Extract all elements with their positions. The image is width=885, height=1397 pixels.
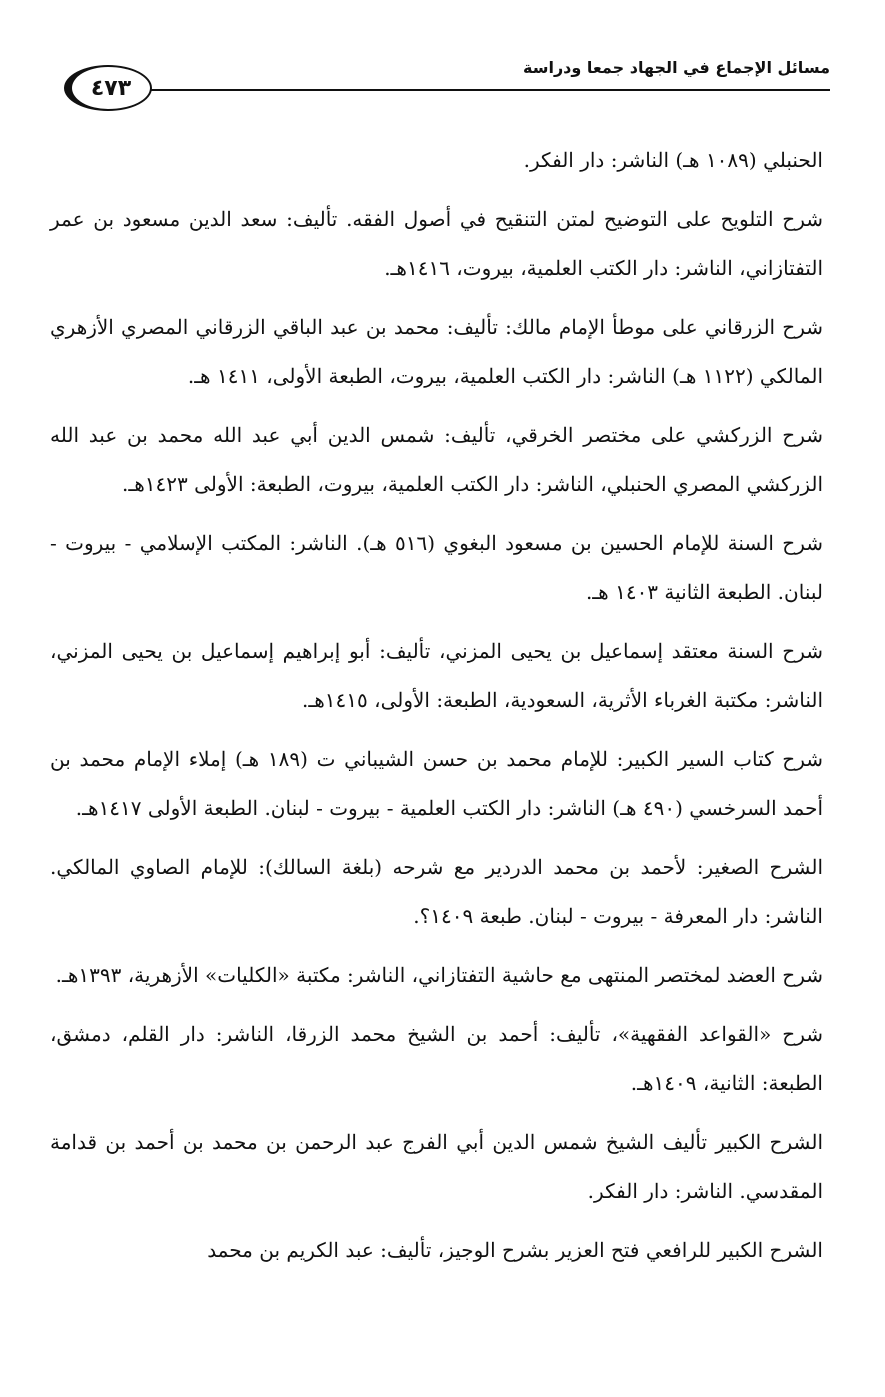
- bibliography-list: [50, 136, 823, 1285]
- bibliography-entry: شرح التلويح على التوضيح لمتن التنقيح في أصول الفقه. تأليف: سعد الدين مسعود بن عمر التفتازاني، الناشر: دار الكتب العلمية، بيروت، ١٤١٦هـ.: [50, 207, 823, 280]
- bibliography-entry: شرح السنة للإمام الحسين بن مسعود البغوي (٥١٦ هـ). الناشر: المكتب الإسلامي - بيروت - لبنان. الطبعة الثانية ١٤٠٣ هـ.: [50, 531, 823, 604]
- header-rule: [148, 89, 830, 91]
- bibliography-entry: شرح السنة معتقد إسماعيل بن يحيى المزني، تأليف: أبو إبراهيم إسماعيل بن يحيى المزني، الناشر: مكتبة الغرباء الأثرية، السعودية، الطبعة: الأولى، ١٤١٥هـ.: [50, 639, 823, 712]
- bibliography-entry: شرح الزرقاني على موطأ الإمام مالك: تأليف: محمد بن عبد الباقي الزرقاني المصري الأزهري المالكي (١١٢٢ هـ) الناشر: دار الكتب العلمية، بيروت، الطبعة الأولى، ١٤١١ هـ.: [50, 315, 823, 388]
- running-title: مسائل الإجماع في الجهاد جمعا ودراسة: [523, 58, 830, 77]
- bibliography-entry: الشرح الصغير: لأحمد بن محمد الدردير مع شرحه (بلغة السالك): للإمام الصاوي المالكي. الناشر: دار المعرفة - بيروت - لبنان. طبعة ١٤٠٩؟.: [50, 855, 823, 928]
- bibliography-entry: الشرح الكبير للرافعي فتح العزير بشرح الوجيز، تأليف: عبد الكريم بن محمد: [207, 1238, 823, 1262]
- bibliography-entry: الشرح الكبير تأليف الشيخ شمس الدين أبي الفرج عبد الرحمن بن محمد بن أحمد بن قدامة المقدسي. الناشر: دار الفكر.: [50, 1130, 823, 1203]
- page-number-badge: [64, 65, 152, 111]
- page-number: ٤٧٣: [90, 75, 132, 101]
- page-header: [60, 52, 830, 108]
- bibliography-entry: شرح العضد لمختصر المنتهى مع حاشية التفتازاني، الناشر: مكتبة «الكليات» الأزهرية، ١٣٩٣هـ.: [55, 963, 823, 987]
- bibliography-entry: شرح كتاب السير الكبير: للإمام محمد بن حسن الشيباني ت (١٨٩ هـ) إملاء الإمام محمد بن أحمد السرخسي (٤٩٠ هـ) الناشر: دار الكتب العلمية - بيروت - لبنان. الطبعة الأولى ١٤١٧هـ.: [50, 747, 823, 820]
- bibliography-entry: شرح «القواعد الفقهية»، تأليف: أحمد بن الشيخ محمد الزرقا، الناشر: دار القلم، دمشق، الطبعة: الثانية، ١٤٠٩هـ.: [50, 1022, 823, 1095]
- bibliography-entry: الحنبلي (١٠٨٩ هـ) الناشر: دار الفكر.: [523, 148, 823, 172]
- bibliography-entry: شرح الزركشي على مختصر الخرقي، تأليف: شمس الدين أبي عبد الله محمد بن عبد الله الزركشي المصري الحنبلي، الناشر: دار الكتب العلمية، بيروت، الطبعة: الأولى ١٤٢٣هـ.: [50, 423, 823, 496]
